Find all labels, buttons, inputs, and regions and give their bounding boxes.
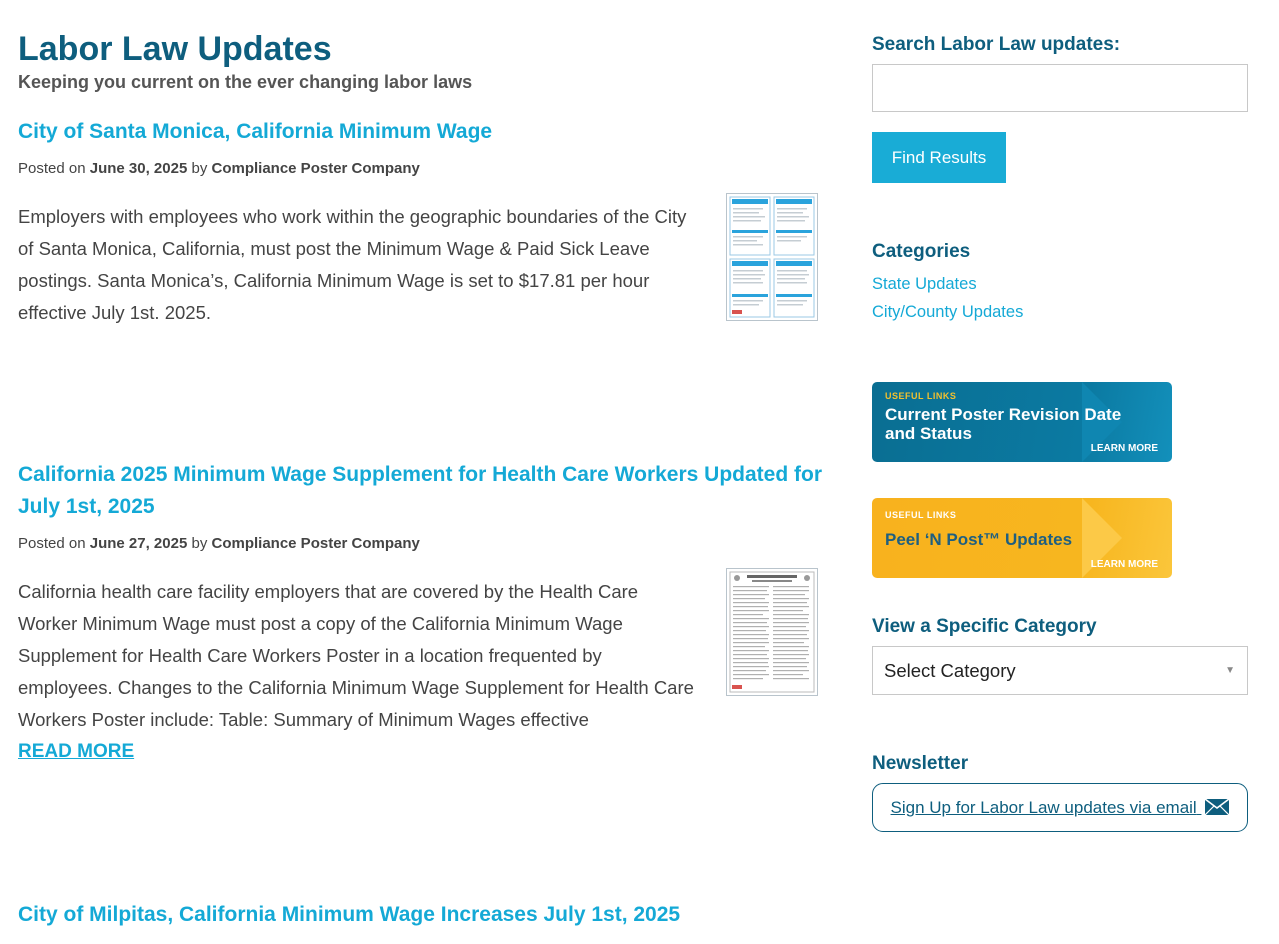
poster-thumbnail[interactable] (726, 568, 818, 696)
poster-thumbnail-image (727, 194, 817, 320)
post-title-link[interactable]: California 2025 Minimum Wage Supplement for Health Care Workers Updated for July 1st, 2025 (18, 463, 822, 518)
post-author: Compliance Poster Company (211, 160, 420, 177)
post-body (18, 576, 822, 768)
main-content (18, 28, 822, 926)
chevron-down-icon: ▼ (1225, 665, 1235, 676)
by-label: by (191, 535, 208, 552)
search-input[interactable] (872, 64, 1248, 112)
post-meta (18, 534, 822, 554)
posted-on-label: Posted on (18, 535, 86, 552)
post-date: June 30, 2025 (89, 160, 188, 177)
posted-on-label: Posted on (18, 160, 86, 177)
envelope-icon (1205, 799, 1229, 815)
banner-kicker: USEFUL LINKS (885, 510, 957, 520)
newsletter-signup-label: Sign Up for Labor Law updates via email (890, 798, 1197, 817)
search-label: Search Labor Law updates: (872, 34, 1121, 55)
banner-learn-more: LEARN MORE (1090, 559, 1158, 570)
page-subtitle: Keeping you current on the ever changing labor laws (18, 72, 473, 92)
banner-title: Peel ‘N Post™ Updates (885, 530, 1073, 549)
banner-title: Current Poster Revision Date and Status (885, 405, 1122, 443)
peel-n-post-banner[interactable] (872, 498, 1172, 578)
view-category-heading: View a Specific Category (872, 616, 1097, 637)
post-item (18, 899, 822, 931)
newsletter-signup-button[interactable] (872, 783, 1248, 832)
banner-kicker: USEFUL LINKS (885, 391, 957, 401)
post-meta (18, 159, 822, 179)
post-title-link[interactable]: City of Milpitas, California Minimum Wage Increases July 1st, 2025 (18, 903, 681, 926)
category-link-state-updates[interactable]: State Updates (872, 275, 977, 293)
read-more-link[interactable]: READ MORE (18, 741, 135, 762)
poster-thumbnail[interactable] (726, 193, 818, 321)
newsletter-heading: Newsletter (872, 753, 969, 774)
post-excerpt: California health care facility employers that are covered by the Health Care Worker Minimum Wage must post a copy of the California Minimum Wage Supplement for Health Care Workers Poster in a location frequented by employees. Changes to the California Minimum Wage Supplement for Health Care Workers Poster include: Table: Summary of Minimum Wages effective (18, 581, 694, 730)
find-results-button[interactable]: Find Results (872, 132, 1006, 183)
category-list (872, 270, 1023, 326)
post-body (18, 201, 822, 329)
categories-heading: Categories (872, 241, 971, 262)
post-excerpt: Employers with employees who work within the geographic boundaries of the City of Santa Monica, California, must post the Minimum Wage & Paid Sick Leave postings. Santa Monica’s, California Minimum Wage is set to $17.81 per hour effective July 1st. 2025. (18, 206, 687, 323)
post-author: Compliance Poster Company (211, 535, 420, 552)
post-item (18, 459, 822, 768)
by-label: by (191, 160, 208, 177)
banner-learn-more: LEARN MORE (1090, 443, 1158, 454)
post-item (18, 116, 822, 329)
category-select[interactable] (872, 646, 1248, 695)
poster-thumbnail-image (727, 569, 817, 695)
post-title-link[interactable]: City of Santa Monica, California Minimum Wage (18, 120, 493, 143)
revision-date-banner[interactable] (872, 382, 1172, 462)
category-link-city-county-updates[interactable]: City/County Updates (872, 303, 1024, 321)
category-select-value: Select Category (884, 660, 1016, 681)
page-title: Labor Law Updates (18, 30, 332, 68)
post-date: June 27, 2025 (89, 535, 188, 552)
